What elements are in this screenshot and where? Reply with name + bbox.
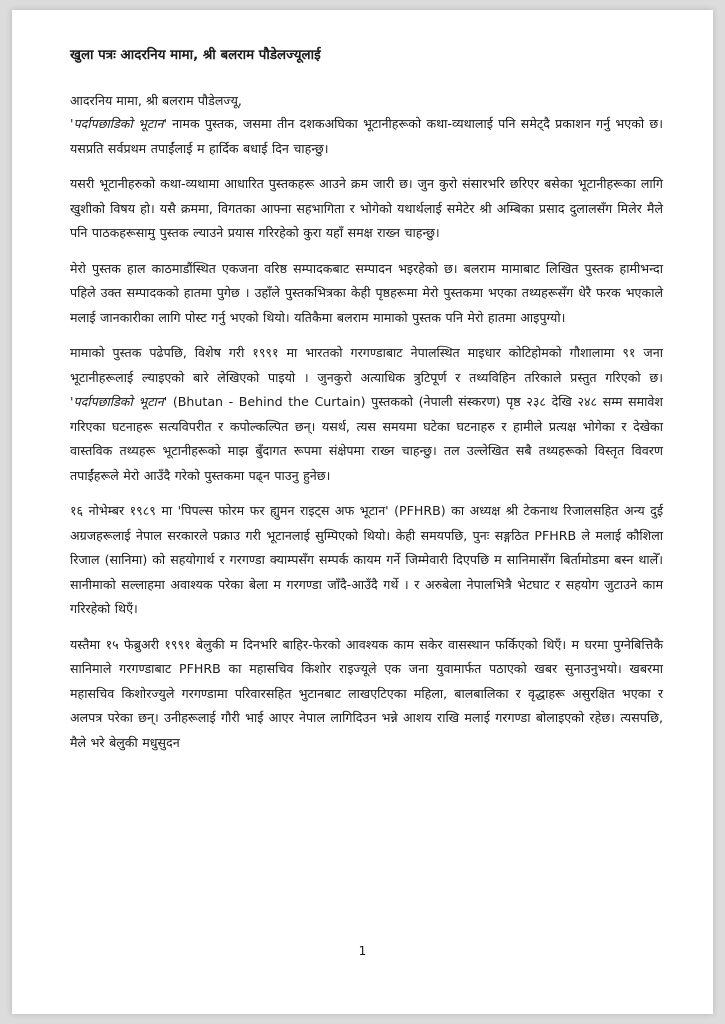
- page-number: 1: [358, 944, 367, 958]
- book-title: 'पर्दापछाडिको भूटान': [70, 394, 168, 409]
- book-title: 'पर्दापछाडिको भूटान': [70, 116, 167, 131]
- paragraph-5: १६ नोभेम्बर १९८९ मा 'पिपल्स फोरम फर ह्युमन राइट्स अफ भूटान' (PFHRB) का अध्यक्ष श्री टेकनाथ रिजालसहित अन्य दुई अग्रजहरूलाई नेपाल सरकारले पक्राउ गरी भूटानलाई सुम्पिएको थियो। केही समयपछि, पुनः सङ्गठित PFHRB ले मलाई कौशिला रिजाल (सानिमा) को सहयोगार्थ र गरगण्डा क्याम्पसँग सम्पर्क कायम गर्ने जिम्मेवारी दिएपछि म सानिमासँग बिर्तामोडमा बस्न थालेँ। सानीमाको सल्लाहमा अवाश्यक परेका बेला म गरगण्डा जाँदै-आउँदै गर्थे । र अरुबेला नेपालभित्रै भेटघाट र सहयोग जुटाउने काम गरिरहेको थिएँ।: [70, 503, 663, 616]
- paragraph-4: [70, 341, 663, 488]
- paragraph-4-text: (Bhutan - Behind the Curtain) पुस्तकको (नेपाली संस्करण) पृष्ठ २३८ देखि २४८ सम्म समावेश गरिएका घटनाहरू सत्यविपरीत र कपोल्कल्पित छन्। यसर्थ, त्यस समयमा घटेका घटनाहरु र हामीले प्रत्यक्ष भोगेका र देखेका वास्तविक तथ्यहरू भूटानीहरूको माझ बुँदागत रूपमा संक्षेपमा राख्न चाहन्छु। तल उल्लेखित सबै तथ्यहरूको विस्तृत विवरण तपाईंहरूले मेरो आउँदै गरेको पुस्तकमा पढ्न पाउनु हुनेछ।: [70, 394, 663, 483]
- salutation: आदरनिय मामा, श्री बलराम पौडेलज्यू,: [70, 93, 242, 108]
- letter-title: खुला पत्रः आदरनिय मामा, श्री बलराम पौडेलज्यूलाई: [70, 48, 321, 63]
- paragraph-4-text-before: मामाको पुस्तक पढेपछि, विशेष गरी १९९१ मा भारतको गरगण्डाबाट नेपालस्थित माइधार कोटिहोमको गौशालामा ९१ जना भूटानीहरूलाई ल्याइएको बारे लेखिएको पाइयो । जुनकुरो अत्याधिक त्रुटिपूर्ण र तथ्यविहिन तरिकाले प्रस्तुत गरिएको छ।: [70, 345, 663, 385]
- paragraph-6: यस्तैमा १५ फेब्रुअरी १९९१ बेलुकी म दिनभरि बाहिर-फेरको आवश्यक काम सकेर वासस्थान फर्किएको थिएँ। म घरमा पुग्नेबित्तिकै सानिमाले गरगण्डाबाट PFHRB का महासचिव किशोर राइज्यूले एक जना युवामार्फत पठाएको खबर सुनाउनुभयो। खबरमा महासचिव किशोरज्युले गरगण्डामा परिवारसहित भुटानबाट लाखएटिएका महिला, बालबालिका र वृद्धाहरू असुरक्षित भएका र अलपत्र परेका छन्। उनीहरूलाई गौरी भाई आएर नेपाल लागिदिउन भन्ने आशय राखि मलाई गरगण्डा बोलाइएको रहेछ। त्यसपछि, मैले भरे बेलुकी मधुसुदन: [70, 636, 663, 750]
- paragraph-3: मेरो पुस्तक हाल काठमाडौंस्थित एकजना वरिष्ठ सम्पादकबाट सम्पादन भइरहेको छ। बलराम मामाबाट लिखित पुस्तक हामीभन्दा पहिले उक्त सम्पादकको हातमा पुगेछ । उहाँले पुस्तकभित्रका केही पृष्ठहरूमा मेरो पुस्तकमा भएका तथ्यहरूसँग धेरै फरक भएकाले मलाई जानकारीका लागि पोस्ट गर्नु भएको थियो। यतिकैमा बलराम मामाको पुस्तक पनि मेरो हातमा आइपुग्यो।: [70, 260, 663, 325]
- paragraph-1: [70, 112, 663, 161]
- paragraph-2: यसरी भूटानीहरुको कथा-व्यथामा आधारित पुस्तकहरू आउने क्रम जारी छ। जुन कुरो संसारभरि छरिएर बसेका भूटानीहरूका लागि खुशीको विषय हो। यसै क्रममा, विगतका आफ्ना सहभागिता र भोगेको यथार्थलाई समेटेर श्री अम्बिका प्रसाद दुलालसँग मिलेर मैले पनि पाठकहरूसामु पुस्तक ल्याउने प्रयास गरिरहेको कुरा यहाँ समक्ष राख्न चाहन्छु।: [70, 176, 663, 240]
- document-page: [12, 10, 713, 1014]
- paragraph-1-text: नामक पुस्तक, जसमा तीन दशकअघिका भूटानीहरूको कथा-व्यथालाई पनि समेट्दै प्रकाशन गर्नु भएको छ। यसप्रति सर्वप्रथम तपाईंलाई म हार्दिक बधाई दिन चाहन्छु।: [70, 116, 663, 156]
